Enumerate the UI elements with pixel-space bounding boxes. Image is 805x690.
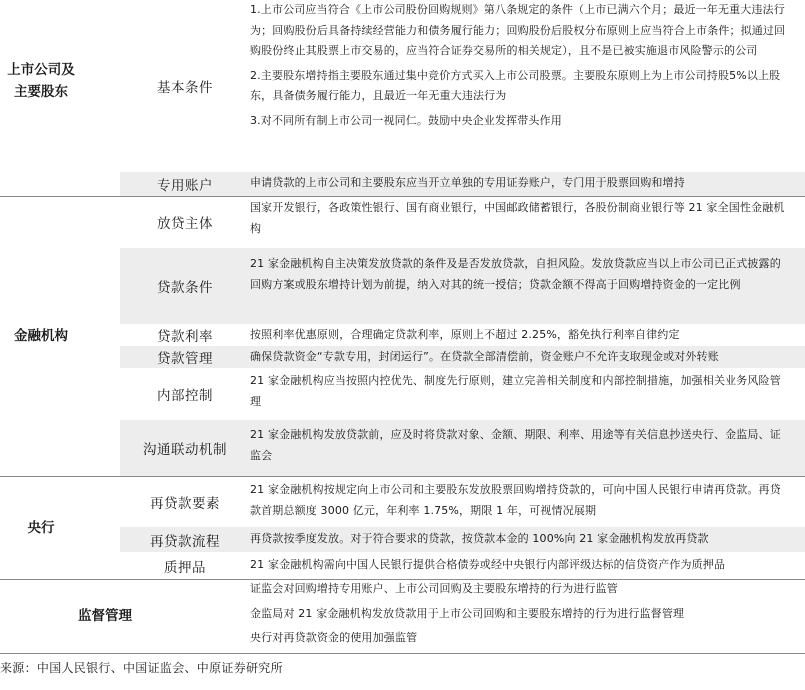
row-description xyxy=(250,555,790,576)
description-paragraph: 1.上市公司应当符合《上市公司股份回购规则》第八条规定的条件（上市已满六个月；最近一年无重大违法行为；回购股份后具备持续经营能力和债务履行能力；回购股份后股权分布原则上应当符合上市条件；拟通过回购股份终止其股票上市交易的，应当符合证券交易所的相关规定），且不是已被实施退市风险警示的公司 xyxy=(250,3,786,57)
section-category: 央行 xyxy=(27,519,55,536)
section-category: 上市公司及主要股东 xyxy=(7,62,75,100)
description-paragraph: 3.对不同所有制上市公司一视同仁。鼓励中央企业发挥带头作用 xyxy=(250,113,562,127)
description-paragraph: 2.主要股东增持指主要股东通过集中竞价方式买入上市公司股票。主要股东原则上为上市公司持股5%以上股东，具备债务履行能力，且最近一年无重大违法行为 xyxy=(250,68,781,102)
description-paragraph: 金监局对 21 家金融机构发放贷款用于上市公司回购和主要股东增持的行为进行监督管理 xyxy=(250,606,685,620)
description-paragraph: 确保贷款资金“专款专用，封闭运行”。在贷款全部清偿前，资金账户不允许支取现金或对外转账 xyxy=(250,350,719,363)
row-description xyxy=(250,198,790,239)
row-label: 专用账户 xyxy=(157,178,213,194)
row-label: 沟通联动机制 xyxy=(143,442,227,458)
row-label: 再贷款要素 xyxy=(150,495,220,512)
row-description xyxy=(250,529,790,550)
section-divider xyxy=(0,476,805,477)
description-paragraph: 申请贷款的上市公司和主要股东应当开立单独的专用证券账户，专门用于股票回购和增持 xyxy=(250,176,685,189)
section-category: 监督管理 xyxy=(78,608,132,624)
row-description xyxy=(250,425,790,466)
description-paragraph: 21 家金融机构自主决策发放贷款的条件及是否发放贷款，自担风险。发放贷款应当以上市公司已正式披露的回购方案或股东增持计划为前提，纳入对其的统一授信；贷款金额不得高于回购增持资金的一定比例 xyxy=(250,257,781,291)
row-description xyxy=(250,577,790,651)
row-label: 贷款管理 xyxy=(157,351,213,367)
description-paragraph: 按照利率优惠原则，合理确定贷款利率，原则上不超过 2.25%，豁免执行利率自律约定 xyxy=(250,328,680,341)
row-label: 贷款条件 xyxy=(157,280,213,296)
row-description xyxy=(250,0,790,131)
description-paragraph: 21 家金融机构应当按照内控优先、制度先行原则，建立完善相关制度和内部控制措施，加强相关业务风险管理 xyxy=(250,374,781,408)
row-description xyxy=(250,173,790,194)
description-paragraph: 证监会对回购增持专用账户、上市公司回购及主要股东增持的行为进行监管 xyxy=(250,582,618,595)
row-label: 质押品 xyxy=(164,559,206,576)
description-paragraph: 央行对再贷款资金的使用加强监管 xyxy=(250,631,418,644)
description-paragraph: 21 家金融机构发放贷款前，应及时将贷款对象、金额、期限、利率、用途等有关信息抄送央行、金监局、证监会 xyxy=(250,428,781,462)
section-divider xyxy=(0,579,805,580)
row-description xyxy=(250,347,790,368)
description-paragraph: 21 家金融机构需向中国人民银行提供合格债券或经中央银行内部评级达标的信贷资产作为质押品 xyxy=(250,558,726,571)
row-label: 内部控制 xyxy=(157,388,213,404)
row-label: 放贷主体 xyxy=(157,216,213,232)
table-bottom-rule xyxy=(0,653,805,654)
section-category: 金融机构 xyxy=(14,328,68,344)
row-description xyxy=(250,254,790,295)
row-description xyxy=(250,325,790,346)
description-paragraph: 国家开发银行，各政策性银行、国有商业银行，中国邮政储蓄银行，各股份制商业银行等 21 家全国性金融机构 xyxy=(250,201,785,235)
row-label: 再贷款流程 xyxy=(150,533,220,550)
row-description xyxy=(250,480,790,521)
section-divider xyxy=(0,196,805,197)
description-paragraph: 21 家金融机构按规定向上市公司和主要股东发放股票回购增持贷款的，可向中国人民银行申请再贷款。再贷款首期总额度 3000 亿元，年利率 1.75%，期限 1 年，可视情况展期 xyxy=(250,483,781,517)
source-note: 来源：中国人民银行、中国证监会、中原证券研究所 xyxy=(0,661,283,675)
row-label: 贷款利率 xyxy=(157,329,213,345)
description-paragraph: 再贷款按季度发放。对于符合要求的贷款，按贷款本金的 100%向 21 家金融机构发放再贷款 xyxy=(250,532,709,545)
row-label: 基本条件 xyxy=(157,80,213,96)
row-description xyxy=(250,371,790,412)
